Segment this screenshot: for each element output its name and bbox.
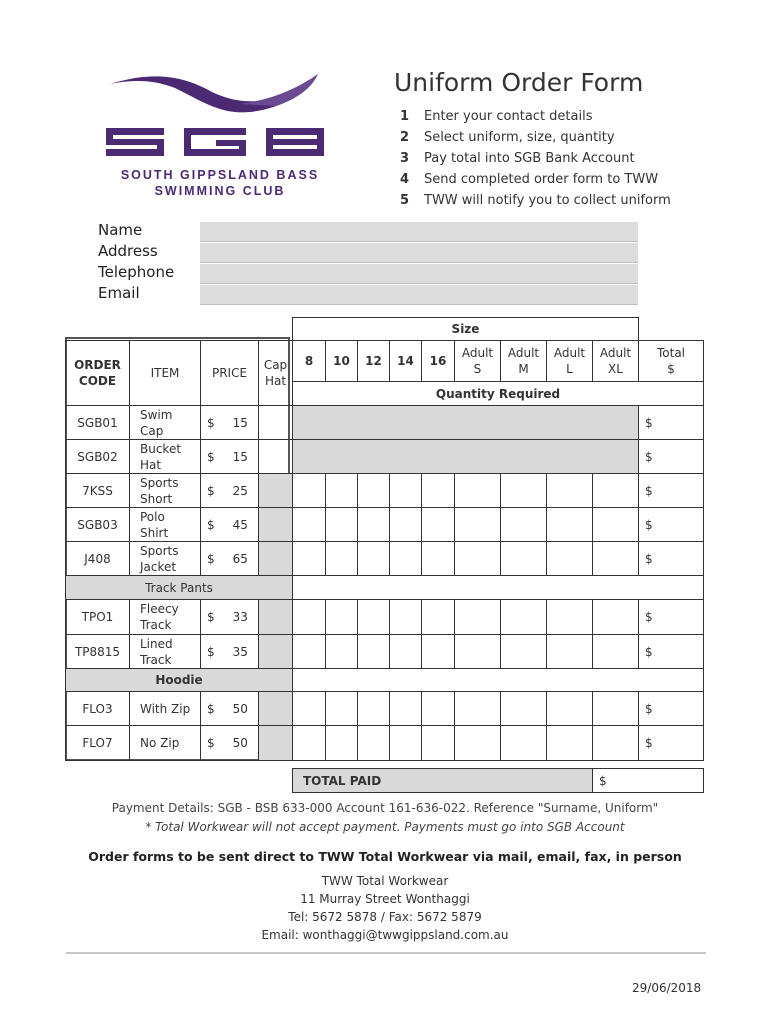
section-spacer — [292, 575, 704, 600]
quantity-input[interactable] — [454, 691, 501, 726]
quantity-input[interactable] — [546, 473, 593, 508]
quantity-input[interactable] — [421, 541, 455, 576]
quantity-input[interactable] — [325, 725, 358, 761]
quantity-input[interactable] — [500, 634, 547, 669]
quantity-input[interactable] — [292, 507, 326, 542]
item-cell: Bucket Hat — [129, 439, 201, 474]
adult-size-header: Adult M — [500, 340, 547, 382]
quantity-input[interactable] — [421, 599, 455, 635]
cap-hat-na-cell — [258, 541, 293, 576]
order-code-header: ORDER CODE — [65, 340, 130, 406]
row-total-cell: $ — [638, 634, 704, 669]
price-cell: $ 35 — [200, 634, 259, 669]
quantity-input[interactable] — [357, 691, 390, 726]
adult-size-header: Adult L — [546, 340, 593, 382]
cap-hat-na-cell — [258, 691, 293, 726]
order-code-cell: FLO3 — [65, 691, 130, 726]
quantity-input[interactable] — [546, 634, 593, 669]
quantity-input[interactable] — [454, 599, 501, 635]
step-item: 1 Enter your contact details — [400, 109, 593, 124]
quantity-input[interactable] — [500, 691, 547, 726]
quantity-input[interactable] — [592, 473, 639, 508]
quantity-required-header: Quantity Required — [292, 381, 704, 406]
row-total-cell: $ — [638, 691, 704, 726]
address-line: TWW Total Workwear — [321, 874, 449, 888]
quantity-input[interactable] — [292, 541, 326, 576]
quantity-input[interactable] — [357, 599, 390, 635]
quantity-input[interactable] — [292, 691, 326, 726]
price-cell: $ 45 — [200, 507, 259, 542]
price-cell: $ 15 — [200, 405, 259, 440]
cap-hat-na-cell — [258, 473, 293, 508]
quantity-input[interactable] — [292, 599, 326, 635]
form-title: Uniform Order Form — [394, 68, 644, 97]
quantity-input[interactable] — [592, 691, 639, 726]
total-paid-label: TOTAL PAID — [292, 768, 593, 793]
quantity-input[interactable] — [292, 725, 326, 761]
email-field[interactable] — [200, 285, 638, 305]
email-label: Email — [98, 284, 140, 302]
contact-details — [98, 221, 638, 305]
address-line: Email: wonthaggi@twwgippsland.com.au — [261, 928, 509, 942]
payment-note: * Total Workwear will not accept payment. Payments must go into SGB Account — [145, 820, 625, 834]
quantity-input[interactable] — [325, 691, 358, 726]
payment-details: Payment Details: SGB - BSB 633-000 Account 161-636-022. Reference "Surname, Uniform" — [111, 801, 659, 815]
section-track-pants: Track Pants — [65, 575, 293, 600]
size-na-cell — [292, 405, 639, 440]
name-field[interactable] — [200, 222, 638, 242]
quantity-input[interactable] — [325, 473, 358, 508]
address-label: Address — [98, 242, 158, 260]
quantity-input[interactable] — [546, 507, 593, 542]
quantity-input[interactable] — [592, 725, 639, 761]
send-instructions: Order forms to be sent direct to TWW Total Workwear via mail, email, fax, in person — [88, 849, 682, 864]
item-cell: Lined Track — [129, 634, 201, 669]
size-header: Size — [292, 317, 639, 341]
quantity-input[interactable] — [357, 507, 390, 542]
tww-address — [0, 872, 770, 944]
quantity-input[interactable] — [389, 541, 422, 576]
quantity-input[interactable] — [325, 599, 358, 635]
adult-size-header: Adult S — [454, 340, 501, 382]
quantity-input[interactable] — [292, 473, 326, 508]
quantity-input[interactable] — [325, 634, 358, 669]
order-code-cell: FLO7 — [65, 725, 130, 761]
row-total-cell: $ — [638, 473, 704, 508]
logo-club-name-line2: SWIMMING CLUB — [154, 184, 286, 198]
item-cell: No Zip — [129, 725, 201, 761]
order-code-cell: TPO1 — [65, 599, 130, 635]
instruction-steps — [400, 106, 671, 211]
quantity-input[interactable] — [421, 473, 455, 508]
item-cell: Sports Short — [129, 473, 201, 508]
order-code-cell: J408 — [65, 541, 130, 576]
item-cell: Fleecy Track — [129, 599, 201, 635]
swoosh-icon — [100, 70, 340, 165]
telephone-label: Telephone — [98, 263, 175, 281]
cap-hat-na-cell — [258, 507, 293, 542]
order-code-cell: 7KSS — [65, 473, 130, 508]
address-line: Tel: 5672 5878 / Fax: 5672 5879 — [288, 910, 482, 924]
order-code-cell: SGB03 — [65, 507, 130, 542]
quantity-input[interactable] — [357, 725, 390, 761]
row-total-cell: $ — [638, 725, 704, 761]
price-cell: $ 15 — [200, 439, 259, 474]
price-cell: $ 25 — [200, 473, 259, 508]
quantity-input[interactable] — [389, 691, 422, 726]
quantity-input[interactable] — [454, 634, 501, 669]
quantity-input[interactable] — [592, 634, 639, 669]
step-item: 5 TWW will notify you to collect uniform — [400, 193, 671, 208]
telephone-field[interactable] — [200, 264, 638, 284]
club-logo — [100, 70, 340, 200]
quantity-input[interactable] — [421, 634, 455, 669]
cap-hat-na-cell — [258, 725, 293, 761]
quantity-input[interactable] — [546, 599, 593, 635]
cap-hat-na-cell — [258, 634, 293, 669]
quantity-input[interactable] — [546, 541, 593, 576]
order-code-cell: SGB02 — [65, 439, 130, 474]
quantity-input[interactable] — [546, 725, 593, 761]
section-hoodie: Hoodie — [65, 668, 293, 692]
quantity-input[interactable] — [389, 725, 422, 761]
price-cell: $ 33 — [200, 599, 259, 635]
cap-hat-qty-input[interactable] — [258, 405, 293, 440]
quantity-input[interactable] — [325, 541, 358, 576]
cap-hat-na-cell — [258, 599, 293, 635]
total-paid-input[interactable]: $ — [592, 768, 704, 793]
quantity-input[interactable] — [325, 507, 358, 542]
quantity-input[interactable] — [500, 541, 547, 576]
quantity-input[interactable] — [592, 541, 639, 576]
size-col-header: 10 — [325, 340, 358, 382]
step-item: 3 Pay total into SGB Bank Account — [400, 151, 635, 166]
size-na-cell — [292, 439, 639, 474]
quantity-input[interactable] — [454, 507, 501, 542]
item-cell: Sports Jacket — [129, 541, 201, 576]
logo-club-name-line1: SOUTH GIPPSLAND BASS — [120, 168, 320, 182]
quantity-input[interactable] — [592, 507, 639, 542]
quantity-input[interactable] — [500, 599, 547, 635]
quantity-input[interactable] — [357, 541, 390, 576]
cap-hat-header: Cap Hat — [258, 340, 293, 406]
row-total-cell: $ — [638, 541, 704, 576]
item-cell: Swim Cap — [129, 405, 201, 440]
size-col-header: 12 — [357, 340, 390, 382]
step-item: 2 Select uniform, size, quantity — [400, 130, 615, 145]
quantity-input[interactable] — [421, 725, 455, 761]
section-spacer — [292, 668, 704, 692]
quantity-input[interactable] — [454, 725, 501, 761]
quantity-input[interactable] — [592, 599, 639, 635]
cap-hat-qty-input[interactable] — [258, 439, 293, 474]
price-cell: $ 65 — [200, 541, 259, 576]
item-cell: With Zip — [129, 691, 201, 726]
address-line: 11 Murray Street Wonthaggi — [300, 892, 470, 906]
form-date: 29/06/2018 — [632, 981, 702, 995]
name-label: Name — [98, 221, 143, 239]
divider — [66, 952, 706, 954]
quantity-input[interactable] — [389, 634, 422, 669]
quantity-input[interactable] — [500, 507, 547, 542]
adult-size-header: Adult XL — [592, 340, 639, 382]
row-total-cell: $ — [638, 599, 704, 635]
row-total-cell: $ — [638, 405, 704, 440]
quantity-input[interactable] — [454, 541, 501, 576]
item-cell: Polo Shirt — [129, 507, 201, 542]
quantity-input[interactable] — [389, 507, 422, 542]
address-field[interactable] — [200, 243, 638, 263]
quantity-input[interactable] — [421, 691, 455, 726]
size-col-header: 8 — [292, 340, 326, 382]
total-header: Total $ — [638, 340, 704, 382]
quantity-input[interactable] — [357, 473, 390, 508]
quantity-input[interactable] — [292, 634, 326, 669]
size-col-header: 16 — [421, 340, 455, 382]
size-col-header: 14 — [389, 340, 422, 382]
quantity-input[interactable] — [421, 507, 455, 542]
price-header: PRICE — [200, 340, 259, 406]
quantity-input[interactable] — [500, 473, 547, 508]
quantity-input[interactable] — [389, 473, 422, 508]
quantity-input[interactable] — [546, 691, 593, 726]
quantity-input[interactable] — [454, 473, 501, 508]
row-total-cell: $ — [638, 507, 704, 542]
order-code-cell: SGB01 — [65, 405, 130, 440]
step-item: 4 Send completed order form to TWW — [400, 172, 659, 187]
quantity-input[interactable] — [357, 634, 390, 669]
price-cell: $ 50 — [200, 691, 259, 726]
row-total-cell: $ — [638, 439, 704, 474]
item-header: ITEM — [129, 340, 201, 406]
quantity-input[interactable] — [389, 599, 422, 635]
order-code-cell: TP8815 — [65, 634, 130, 669]
quantity-input[interactable] — [500, 725, 547, 761]
price-cell: $ 50 — [200, 725, 259, 761]
